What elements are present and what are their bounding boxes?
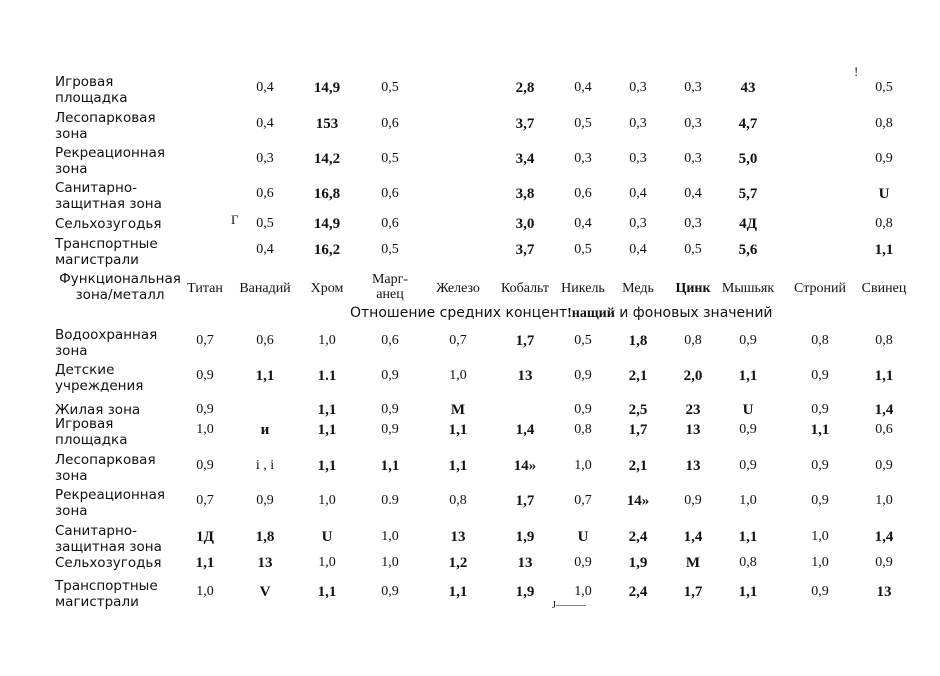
table-cell: 13 [517,368,533,384]
row-label: Детские учреждения [55,362,144,394]
table-cell: 2,4 [628,584,648,600]
top-mark: ! [854,64,859,79]
table-cell: 1,1 [448,584,468,600]
column-header: Марг- анец [371,272,409,302]
table-cell: 0,6 [381,116,399,131]
table-cell: 0,6 [381,186,399,201]
table-cell: 4Д [739,216,757,232]
table-cell: 2,5 [628,402,648,418]
table-cell: 0,9 [739,333,757,348]
table-cell: 1,0 [574,458,592,473]
table-cell: 0,6 [256,333,274,348]
table-cell: 1,0 [811,529,829,544]
table-cell: 0,9 [381,422,399,437]
table-cell: 0,9 [196,458,214,473]
column-header: Титан [187,281,223,296]
table-cell: и [260,422,270,438]
table-cell: 2,4 [628,529,648,545]
section-caption [350,305,773,322]
table-cell: 0,9 [381,368,399,383]
table-cell: 4,7 [738,116,758,132]
row-label: Игровая площадка [55,416,128,448]
stray-mark: Г [231,212,239,227]
table-cell: 1,1 [874,368,894,384]
column-header: Цинк [675,281,711,296]
table-cell: 0,7 [196,493,214,508]
table-cell: 1,7 [515,493,535,509]
table-cell: 0,5 [381,80,399,95]
table-cell: 0,7 [196,333,214,348]
table-cell: 0,9 [196,368,214,383]
table-cell: 13 [517,555,533,571]
table-cell: 1,9 [515,529,535,545]
table-cell: 0,9 [875,151,893,166]
table-cell: 1,9 [515,584,535,600]
table-cell: 1,0 [196,584,214,599]
table-cell: 0,8 [739,555,757,570]
table-cell: 0,8 [574,422,592,437]
section-prefix: Отношение средних концент [350,305,568,321]
table-cell: 1,1 [255,368,275,384]
table-cell: 5,0 [738,151,758,167]
table-cell: 2,0 [683,368,703,384]
table-cell: 1,4 [874,402,894,418]
table-cell: 0,9 [196,402,214,417]
row-label: Рекреационная зона [55,145,166,177]
table-cell: 3,8 [515,186,535,202]
table-cell: 0,4 [256,116,274,131]
table-cell: 0,6 [381,333,399,348]
table-cell: U [321,529,333,545]
table-cell: 13 [876,584,892,600]
table-cell: 1,0 [318,493,336,508]
table-cell: 1,4 [874,529,894,545]
table-cell: 0,6 [574,186,592,201]
footer-mark: J——— [552,600,586,611]
table-cell: 0,5 [381,242,399,257]
table-cell: 23 [685,402,701,418]
table-cell: 0,8 [875,333,893,348]
table-cell: 16,2 [313,242,341,258]
table-cell: 1,0 [875,493,893,508]
row-label: Водоохранная зона [55,327,158,359]
table-cell: 1,1 [874,242,894,258]
table-cell: 0,9 [811,458,829,473]
table-cell: 1,1 [448,458,468,474]
table-cell: U [878,186,890,202]
table-cell: 0,5 [574,333,592,348]
table-cell: 1,9 [628,555,648,571]
row-label: Игровая площадка [55,74,128,106]
table-cell: 1,0 [196,422,214,437]
table-cell: 0,5 [574,242,592,257]
table-cell: 1,1 [317,402,337,418]
table-cell: М [685,555,701,571]
row-label: Лесопарковая зона [55,452,156,484]
column-header: Хром [310,281,344,296]
column-header: Кобальт [500,281,550,296]
column-header: Никель [561,281,605,296]
section-suffix: и фоновых значений [614,305,773,321]
table-cell: 153 [315,116,339,132]
table-cell: 3,7 [515,242,535,258]
table-cell: 0,3 [256,151,274,166]
table-cell: 13 [450,529,466,545]
table-cell: 0,9 [811,402,829,417]
table-cell: 0,9 [739,422,757,437]
table-cell: 0,9 [574,402,592,417]
table-cell: 1,0 [381,555,399,570]
section-garble: !нащий [567,306,615,321]
table-cell: 0,4 [256,80,274,95]
table-cell: 0,3 [629,151,647,166]
table-cell: 0,7 [449,333,467,348]
table-cell: 1,0 [449,368,467,383]
table-cell: 1,1 [317,422,337,438]
table-cell: 0,4 [574,80,592,95]
row-label: Сельхозугодья [55,216,162,232]
table-cell: 0,4 [629,242,647,257]
table-cell: 1.1 [317,368,337,384]
table-cell: 2,8 [515,80,535,96]
table-cell: 1,1 [738,368,758,384]
table-cell: 14» [626,493,650,509]
table-cell: 3,0 [515,216,535,232]
row-label: Лесопарковая зона [55,110,156,142]
table-cell: 0,3 [629,116,647,131]
table-cell: 1,0 [318,555,336,570]
table-cell: 0,8 [684,333,702,348]
table-cell: 0,4 [684,186,702,201]
column-header: Мышьяк [721,281,775,296]
table-cell: 14» [513,458,537,474]
table-cell: 0,9 [875,555,893,570]
table-cell: 1,1 [738,584,758,600]
column-header: Ванадий [239,281,291,296]
table-cell: V [259,584,271,600]
table-cell: 0,5 [574,116,592,131]
table-cell: 3,4 [515,151,535,167]
table-cell: 0,5 [875,80,893,95]
table-cell: 1,7 [515,333,535,349]
table-cell: 1,0 [318,333,336,348]
table-cell: 1,1 [448,422,468,438]
table-cell: 1,1 [195,555,215,571]
table-cell: 5,7 [738,186,758,202]
table-cell: 14,9 [313,80,341,96]
table-cell: 0,4 [256,242,274,257]
table-cell: 0,7 [574,493,592,508]
row-label: Санитарно-защитная зона [55,523,162,555]
column-header: Свинец [861,281,907,296]
table-cell: 1,1 [317,458,337,474]
table-cell: 0,9 [256,493,274,508]
column-header: Строний [794,281,846,296]
row-label: Сельхозугодья [55,555,162,571]
table-cell: 5,6 [738,242,758,258]
table-cell: 0,5 [256,216,274,231]
table-cell: 0,9 [574,555,592,570]
table-cell: 0,9 [381,584,399,599]
table-cell: 1,7 [628,422,648,438]
table-cell: 0,9 [811,493,829,508]
table-cell: 0,3 [684,216,702,231]
table-cell: 0,3 [629,216,647,231]
table-cell: 0,4 [629,186,647,201]
table-cell: 0,8 [875,216,893,231]
table-cell: 1,2 [448,555,468,571]
table-cell: 0,3 [574,151,592,166]
table-cell: 3,7 [515,116,535,132]
table-cell: 0,9 [875,458,893,473]
table-cell: 16,8 [313,186,341,202]
table-cell: 1,0 [739,493,757,508]
table-cell: 1,0 [811,555,829,570]
table-cell: 14,2 [313,151,341,167]
table-cell: М [450,402,466,418]
table-cell: 13 [685,422,701,438]
table-cell: 1,1 [380,458,400,474]
row-label: Рекреационная зона [55,487,166,519]
table-cell: 0,9 [684,493,702,508]
table-cell: 0.9 [381,493,399,508]
table-cell: 2,1 [628,458,648,474]
table-cell: 0,9 [381,402,399,417]
table-cell: 1,1 [738,529,758,545]
column-header: Железо [436,281,480,296]
table-cell: 0,9 [811,368,829,383]
table-cell: 1,0 [574,584,592,599]
table-cell: 0,6 [875,422,893,437]
table-cell: 0,5 [684,242,702,257]
table-cell: 0,9 [811,584,829,599]
table-cell: 0,9 [574,368,592,383]
table-cell: U [742,402,754,418]
row-label: Жилая зона [55,402,141,418]
table-cell: 1,7 [683,584,703,600]
row-label: Транспортные магистрали [55,578,158,610]
table-cell: 1,8 [628,333,648,349]
table-cell: 0,9 [739,458,757,473]
table-cell: 13 [685,458,701,474]
table-cell: 2,1 [628,368,648,384]
table-cell: 0,3 [684,116,702,131]
table-cell: 43 [740,80,756,96]
table-cell: 0,6 [381,216,399,231]
table-cell: 1,4 [515,422,535,438]
table-cell: i , i [255,458,275,473]
table-cell: 0,4 [574,216,592,231]
table-cell: 0,8 [811,333,829,348]
table-cell: 1Д [196,529,214,545]
table-cell: 0,3 [684,151,702,166]
table-cell: 0,3 [684,80,702,95]
table-cell: 1,8 [255,529,275,545]
table-cell: 13 [257,555,273,571]
table-cell: 0,8 [875,116,893,131]
header-label: Функциональная зона/металл [59,271,181,303]
table-cell: 0,8 [449,493,467,508]
table-cell: 0,6 [256,186,274,201]
table-cell: 1,1 [317,584,337,600]
table-cell: 1,1 [810,422,830,438]
table-cell: 1,0 [381,529,399,544]
column-header: Медь [622,281,654,296]
table-cell: U [577,529,589,545]
table-cell: 1,4 [683,529,703,545]
row-label: Транспортные магистрали [55,236,158,268]
table-cell: 0,5 [381,151,399,166]
table-cell: 14,9 [313,216,341,232]
table-cell: 0,3 [629,80,647,95]
row-label: Санитарно-защитная зона [55,180,162,212]
